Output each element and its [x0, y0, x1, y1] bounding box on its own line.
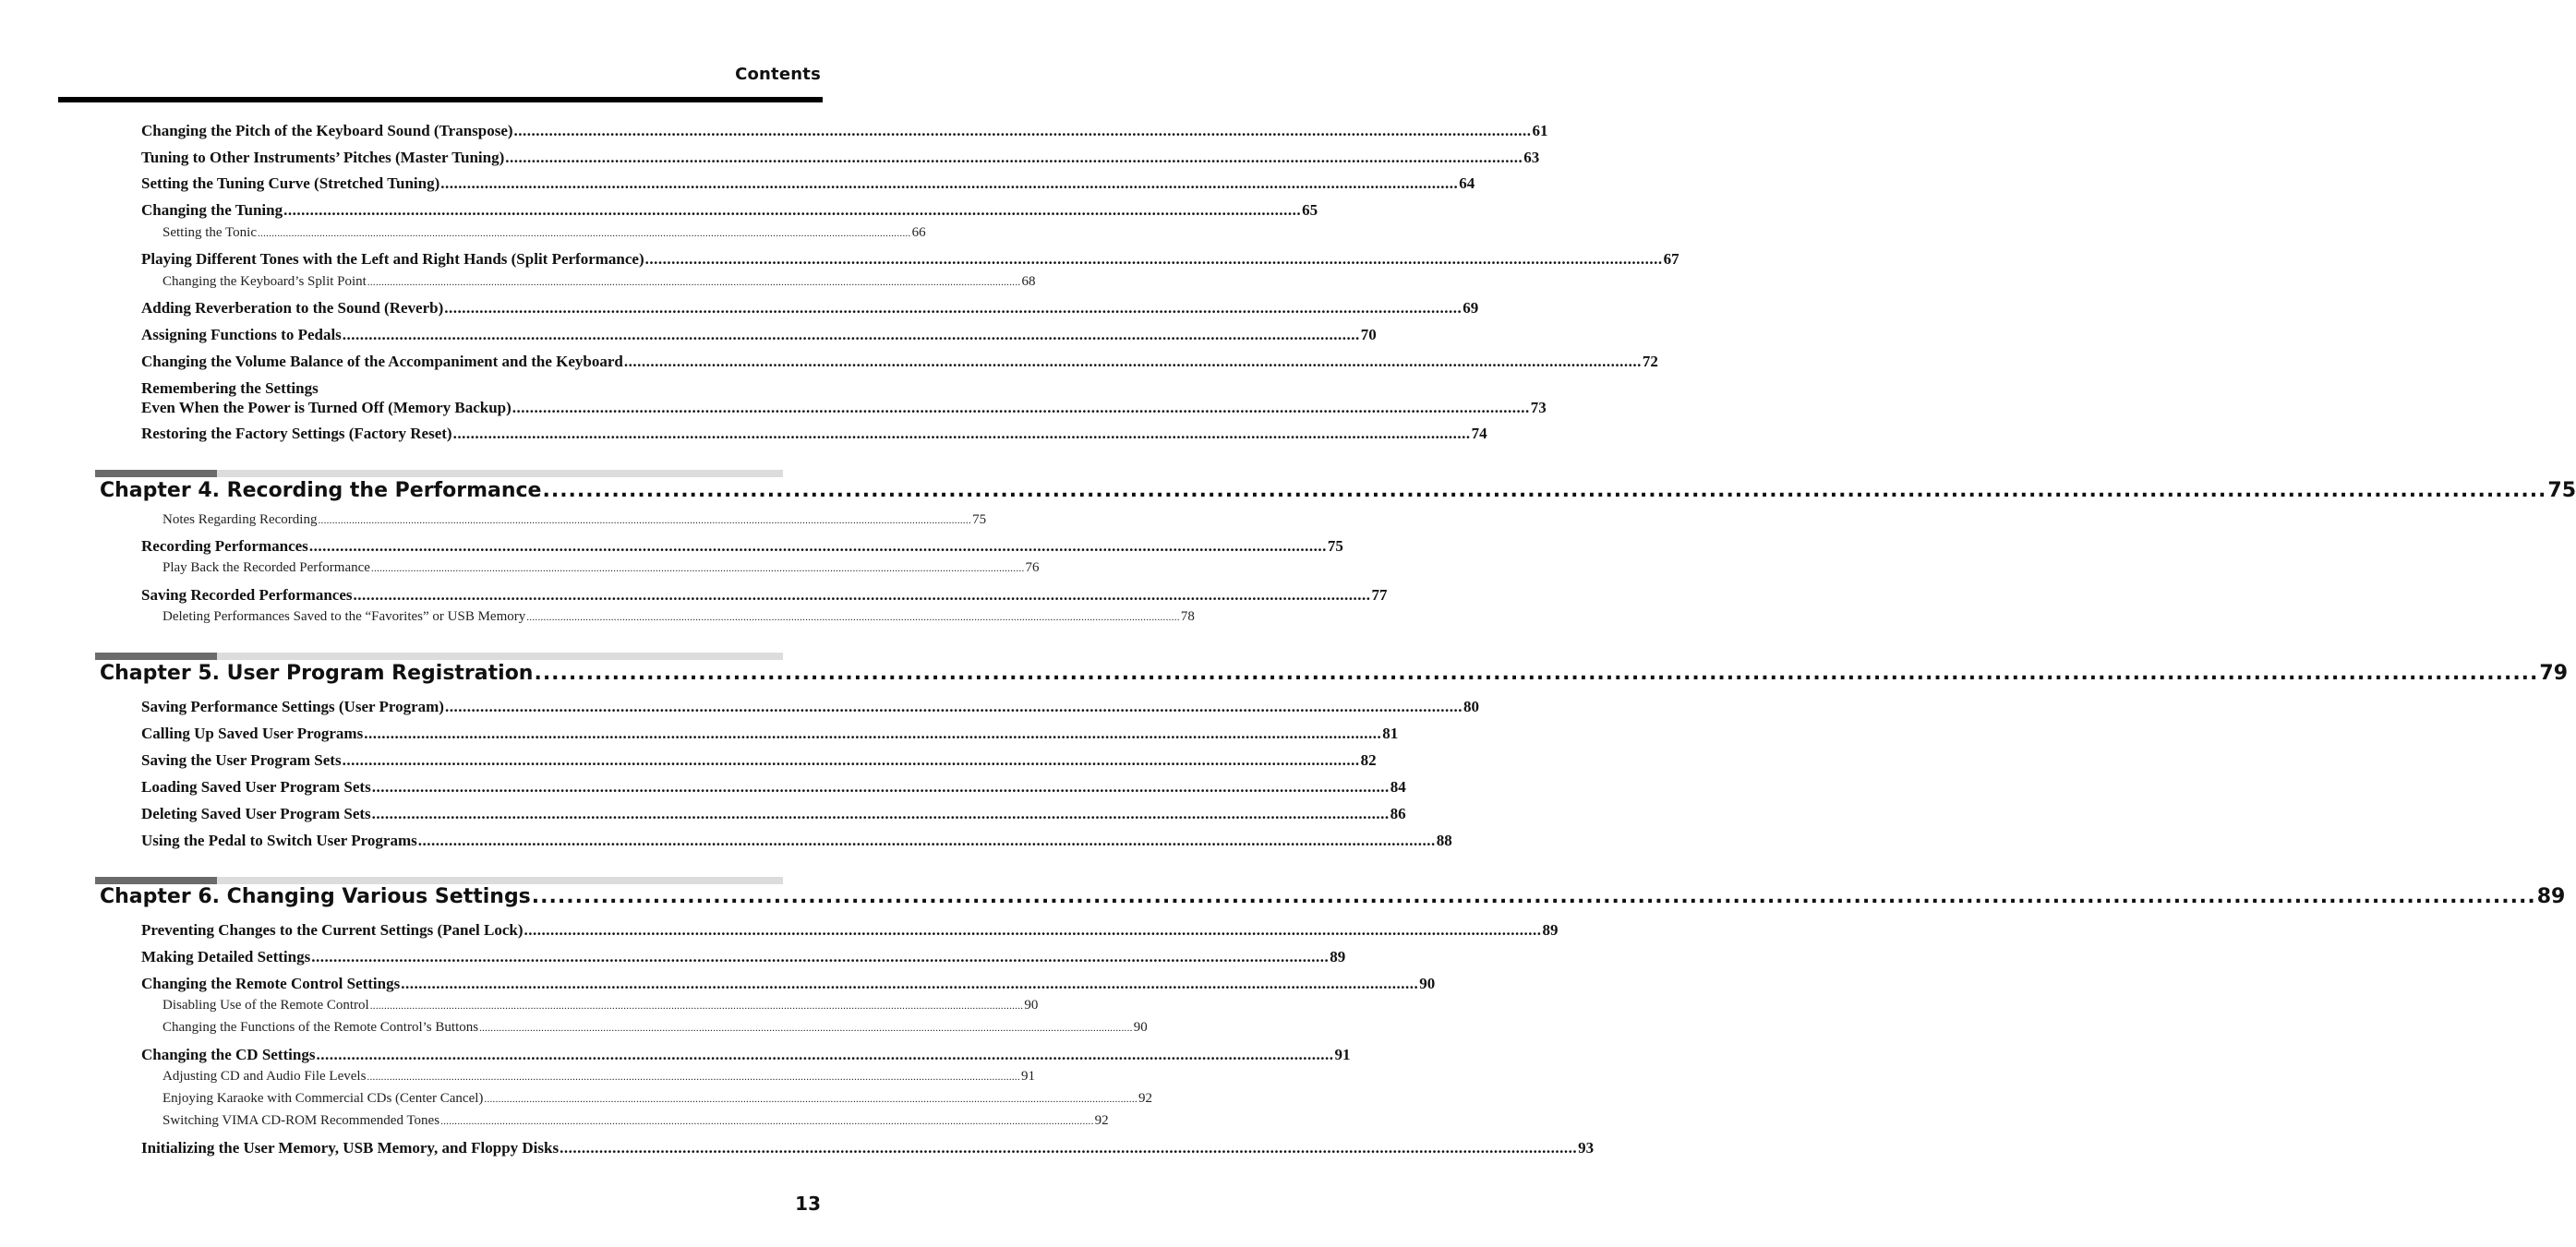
toc-entry-title: Changing the Pitch of the Keyboard Sound (Transpose) [141, 122, 513, 139]
leader-dots: ........................................................................................................................................................................................................................................ [440, 1116, 1094, 1127]
leader-dots: ........................................................................................................................................................................................................................................ [417, 832, 1436, 849]
toc-entry-title: Initializing the User Memory, USB Memory, and Floppy Disks [141, 1139, 560, 1157]
toc-entry[interactable] [141, 326, 1377, 344]
chapter-divider-accent [95, 877, 217, 884]
chapter-page: 79 [2539, 662, 2569, 685]
toc-entry-page: 82 [1360, 751, 1377, 769]
toc-entry[interactable] [141, 586, 1388, 605]
toc-entry-title: Switching VIMA CD-ROM Recommended Tones [163, 1113, 440, 1128]
toc-entry-title: Changing the Functions of the Remote Control’s Buttons [163, 1020, 479, 1035]
running-header: Contents [735, 65, 821, 84]
toc-entry-page: 92 [1094, 1113, 1109, 1128]
toc-entry-title: Enjoying Karaoke with Commercial CDs (Center Cancel) [163, 1091, 484, 1106]
toc-entry-page: 73 [1530, 399, 1547, 416]
toc-subentry[interactable] [163, 998, 1039, 1013]
header-rule [58, 97, 823, 102]
toc-entry[interactable] [141, 537, 1343, 556]
toc-entry-title: Tuning to Other Instruments’ Pitches (Master Tuning) [141, 149, 505, 166]
toc-entry-title: Changing the Remote Control Settings [141, 975, 401, 992]
toc-entry-page: 80 [1463, 698, 1479, 715]
chapter-heading[interactable] [100, 479, 2576, 502]
leader-dots: ........................................................................................................................................................................................................................................ [513, 122, 1532, 139]
toc-entry[interactable] [141, 751, 1377, 770]
toc-entry[interactable] [141, 805, 1406, 823]
toc-subentry[interactable] [163, 274, 1036, 290]
leader-dots: ........................................................................................................................................................................................................................................ [531, 885, 2536, 908]
toc-entry-title: Remembering the Settings [141, 379, 319, 397]
chapter-divider [95, 653, 783, 660]
toc-entry-title: Playing Different Tones with the Left and Right Hands (Split Performance) [141, 250, 644, 268]
leader-dots: ........................................................................................................................................................................................................................................ [342, 751, 1360, 769]
chapter-divider-accent [95, 470, 217, 477]
chapter-title: Chapter 4. Recording the Performance [100, 479, 542, 502]
toc-entry-page: 88 [1436, 832, 1452, 849]
toc-subentry[interactable] [163, 225, 926, 241]
toc-subentry[interactable] [163, 560, 1040, 576]
leader-dots: ........................................................................................................................................................................................................................................ [479, 1023, 1133, 1034]
leader-dots: ........................................................................................................................................................................................................................................ [505, 149, 1523, 166]
toc-entry-title: Play Back the Recorded Performance [163, 560, 370, 575]
page-number: 13 [795, 1193, 821, 1215]
toc-entry-page: 91 [1021, 1069, 1036, 1084]
toc-entry-title: Notes Regarding Recording [163, 512, 318, 527]
toc-entry-title: Setting the Tonic [163, 225, 257, 240]
leader-dots: ........................................................................................................................................................................................................................................ [401, 975, 1419, 992]
chapter-title: Chapter 5. User Program Registration [100, 662, 534, 685]
toc-subentry[interactable] [163, 512, 987, 528]
toc-entry[interactable] [141, 1139, 1595, 1157]
leader-dots: ........................................................................................................................................................................................................................................ [308, 537, 1327, 555]
toc-entry[interactable] [141, 425, 1487, 443]
leader-dots: ........................................................................................................................................................................................................................................ [369, 1001, 1024, 1012]
toc-entry-title: Deleting Saved User Program Sets [141, 805, 371, 822]
leader-dots: ........................................................................................................................................................................................................................................ [526, 612, 1180, 623]
chapter-page: 89 [2536, 885, 2566, 908]
toc-entry[interactable] [141, 174, 1475, 193]
toc-entry-page: 67 [1663, 250, 1679, 268]
leader-dots: ........................................................................................................................................................................................................................................ [342, 326, 1360, 343]
leader-dots: ........................................................................................................................................................................................................................................ [512, 399, 1530, 416]
leader-dots: ........................................................................................................................................................................................................................................ [542, 479, 2547, 502]
toc-entry-title: Saving Recorded Performances [141, 586, 353, 604]
leader-dots: ........................................................................................................................................................................................................................................ [560, 1139, 1578, 1157]
toc-entry-title: Changing the CD Settings [141, 1046, 316, 1063]
toc-entry[interactable] [141, 975, 1436, 993]
leader-dots: ........................................................................................................................................................................................................................................ [444, 299, 1463, 317]
toc-entry-page: 76 [1025, 560, 1040, 575]
toc-entry-page: 92 [1138, 1091, 1153, 1106]
toc-entry-title: Saving Performance Settings (User Program) [141, 698, 444, 715]
toc-entry-page: 63 [1523, 149, 1540, 166]
toc-entry[interactable] [141, 725, 1399, 743]
toc-entry-page: 90 [1419, 975, 1436, 992]
chapter-divider [95, 877, 783, 884]
toc-entry-page: 89 [1542, 921, 1559, 939]
toc-subentry[interactable] [163, 1113, 1109, 1129]
toc-entry-title: Calling Up Saved User Programs [141, 725, 364, 742]
leader-dots: ........................................................................................................................................................................................................................................ [534, 662, 2539, 685]
toc-subentry[interactable] [163, 1020, 1148, 1036]
toc-entry-page: 81 [1382, 725, 1399, 742]
chapter-page: 75 [2547, 479, 2576, 502]
toc-entry[interactable] [141, 122, 1548, 140]
toc-entry-title: Disabling Use of the Remote Control [163, 998, 369, 1013]
toc-entry-page: 84 [1390, 778, 1406, 796]
leader-dots: ........................................................................................................................................................................................................................................ [318, 515, 972, 526]
chapter-heading[interactable] [100, 662, 2569, 685]
toc-entry-page: 77 [1371, 586, 1388, 604]
toc-entry-title: Recording Performances [141, 537, 308, 555]
leader-dots: ........................................................................................................................................................................................................................................ [371, 778, 1390, 796]
toc-entry-title: Restoring the Factory Settings (Factory Reset) [141, 425, 452, 442]
toc-entry[interactable] [141, 921, 1559, 940]
toc-entry[interactable] [141, 149, 1540, 167]
chapter-heading[interactable] [100, 885, 2566, 908]
toc-entry-page: 65 [1302, 201, 1318, 219]
chapter-divider-accent [95, 653, 217, 660]
toc-entry-title: Deleting Performances Saved to the “Favorites” or USB Memory [163, 609, 526, 624]
leader-dots: ........................................................................................................................................................................................................................................ [623, 353, 1642, 370]
leader-dots: ........................................................................................................................................................................................................................................ [316, 1046, 1334, 1063]
leader-dots: ........................................................................................................................................................................................................................................ [367, 1072, 1021, 1083]
toc-entry[interactable] [141, 698, 1479, 716]
toc-entry-title: Saving the User Program Sets [141, 751, 342, 769]
toc-entry-page: 90 [1133, 1020, 1148, 1035]
toc-entry[interactable] [141, 299, 1479, 318]
toc-entry-page: 75 [1327, 537, 1343, 555]
leader-dots: ........................................................................................................................................................................................................................................ [370, 563, 1025, 574]
toc-entry-page: 91 [1334, 1046, 1351, 1063]
leader-dots: ........................................................................................................................................................................................................................................ [524, 921, 1542, 939]
leader-dots: ........................................................................................................................................................................................................................................ [452, 425, 1471, 442]
toc-entry-title: Adjusting CD and Audio File Levels [163, 1069, 367, 1084]
toc-entry[interactable] [141, 353, 1658, 371]
chapter-divider [95, 470, 783, 477]
leader-dots: ........................................................................................................................................................................................................................................ [484, 1094, 1138, 1105]
toc-entry-title: Making Detailed Settings [141, 948, 311, 965]
leader-dots: ........................................................................................................................................................................................................................................ [444, 698, 1463, 715]
toc-entry-page: 70 [1360, 326, 1377, 343]
toc-entry[interactable] [141, 948, 1346, 966]
leader-dots: ........................................................................................................................................................................................................................................ [364, 725, 1382, 742]
toc-entry-page: 74 [1471, 425, 1487, 442]
toc-entry-page: 75 [972, 512, 987, 527]
toc-entry-page: 68 [1021, 274, 1036, 289]
leader-dots: ........................................................................................................................................................................................................................................ [367, 277, 1021, 288]
toc-entry-title: Changing the Keyboard’s Split Point [163, 274, 367, 289]
toc-entry-title: Setting the Tuning Curve (Stretched Tuning) [141, 174, 440, 192]
toc-entry-line1 [141, 379, 771, 398]
toc-entry[interactable] [141, 1046, 1351, 1064]
toc-entry-page: 89 [1330, 948, 1346, 965]
toc-entry-page: 69 [1463, 299, 1479, 317]
toc-entry-page: 90 [1024, 998, 1039, 1013]
leader-dots: ........................................................................................................................................................................................................................................ [371, 805, 1390, 822]
toc-entry-title: Assigning Functions to Pedals [141, 326, 342, 343]
chapter-title: Chapter 6. Changing Various Settings [100, 885, 531, 908]
toc-entry-page: 66 [911, 225, 926, 240]
toc-entry-title: Using the Pedal to Switch User Programs [141, 832, 417, 849]
toc-entry-title: Changing the Volume Balance of the Accompaniment and the Keyboard [141, 353, 623, 370]
toc-entry[interactable] [141, 250, 1679, 269]
toc-subentry[interactable] [163, 1069, 1036, 1085]
leader-dots: ........................................................................................................................................................................................................................................ [440, 174, 1459, 192]
toc-subentry[interactable] [163, 1091, 1153, 1107]
toc-entry-page: 72 [1642, 353, 1658, 370]
leader-dots: ........................................................................................................................................................................................................................................ [258, 228, 911, 239]
toc-subentry[interactable] [163, 609, 1195, 625]
leader-dots: ........................................................................................................................................................................................................................................ [644, 250, 1663, 268]
toc-entry-title: Loading Saved User Program Sets [141, 778, 371, 796]
leader-dots: ........................................................................................................................................................................................................................................ [353, 586, 1371, 604]
toc-entry-page: 61 [1532, 122, 1548, 139]
toc-entry-title: Preventing Changes to the Current Settings (Panel Lock) [141, 921, 524, 939]
toc-entry-page: 86 [1390, 805, 1406, 822]
toc-entry[interactable] [141, 399, 1547, 417]
leader-dots: ........................................................................................................................................................................................................................................ [311, 948, 1330, 965]
toc-entry[interactable] [141, 778, 1406, 797]
toc-entry-title: Changing the Tuning [141, 201, 283, 219]
toc-entry-title: Even When the Power is Turned Off (Memory Backup) [141, 399, 512, 416]
leader-dots: ........................................................................................................................................................................................................................................ [283, 201, 1302, 219]
toc-entry-page: 93 [1578, 1139, 1595, 1157]
toc-entry-page: 64 [1459, 174, 1475, 192]
toc-entry[interactable] [141, 832, 1452, 850]
toc-entry-title: Adding Reverberation to the Sound (Reverb) [141, 299, 444, 317]
toc-entry-page: 78 [1180, 609, 1195, 624]
toc-entry[interactable] [141, 201, 1318, 220]
